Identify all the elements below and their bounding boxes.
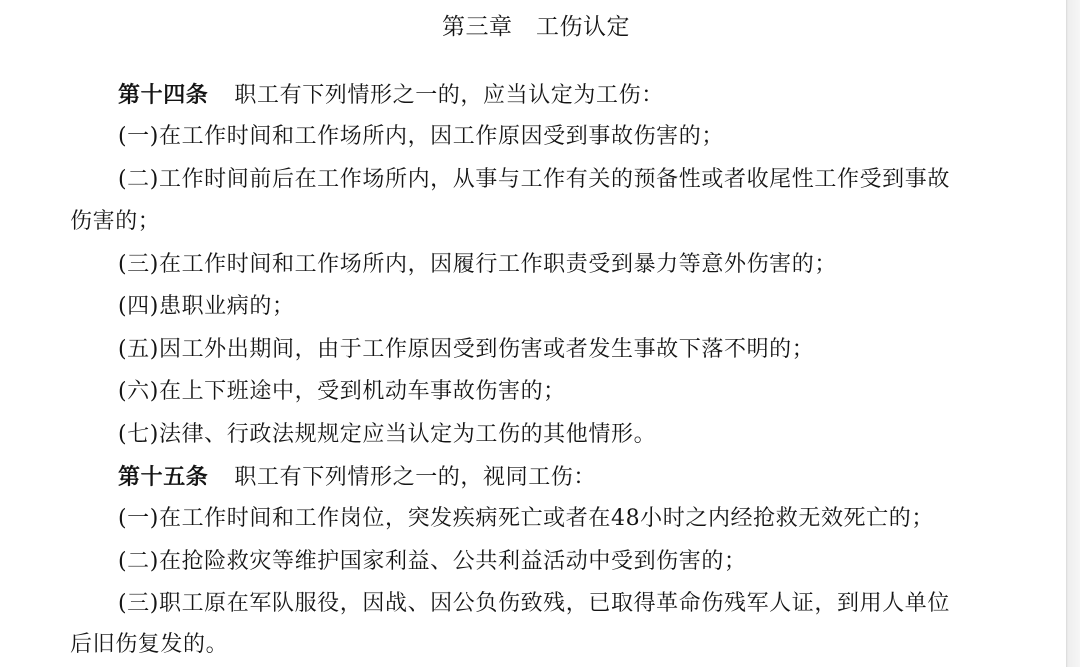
article-14-item-3: (三)在工作时间和工作场所内，因履行工作职责受到暴力等意外伤害的； xyxy=(118,252,837,277)
article-15-heading: 职工有下列情形之一的，视同工伤： xyxy=(234,465,597,490)
article-15-number: 第十五条 xyxy=(118,464,209,490)
article-14-item-6: (六)在上下班途中，受到机动车事故伤害的； xyxy=(118,379,566,404)
article-15-item-3: (三)职工原在军队服役，因战、因公负伤致残，已取得革命伤残军人证，到用人单位 xyxy=(118,591,950,616)
article-14-item-2-continued: 伤害的； xyxy=(70,209,161,234)
article-14-item-1: (一)在工作时间和工作场所内，因工作原因受到事故伤害的； xyxy=(118,124,724,149)
article-14-item-7: (七)法律、行政法规规定应当认定为工伤的其他情形。 xyxy=(118,422,657,447)
article-14-item-2: (二)工作时间前后在工作场所内，从事与工作有关的预备性或者收尾性工作受到事故 xyxy=(118,167,950,192)
article-14-heading-line xyxy=(118,78,664,113)
article-14-heading: 职工有下列情形之一的，应当认定为工伤： xyxy=(234,83,664,108)
article-14-item-5: (五)因工外出期间，由于工作原因受到伤害或者发生事故下落不明的； xyxy=(118,337,815,362)
article-15-item-2: (二)在抢险救灾等维护国家利益、公共利益活动中受到伤害的； xyxy=(118,549,747,574)
article-14-item-4: (四)患职业病的； xyxy=(118,294,295,319)
chapter-title: 第三章 工伤认定 xyxy=(442,14,630,40)
article-15-heading-line xyxy=(118,460,596,495)
article-15-item-1: (一)在工作时间和工作岗位，突发疾病死亡或者在48小时之内经抢救无效死亡的； xyxy=(118,506,934,531)
page-edge-shadow xyxy=(1066,0,1080,667)
article-15-item-3-continued: 后旧伤复发的。 xyxy=(70,632,229,657)
article-14-number: 第十四条 xyxy=(118,82,209,108)
